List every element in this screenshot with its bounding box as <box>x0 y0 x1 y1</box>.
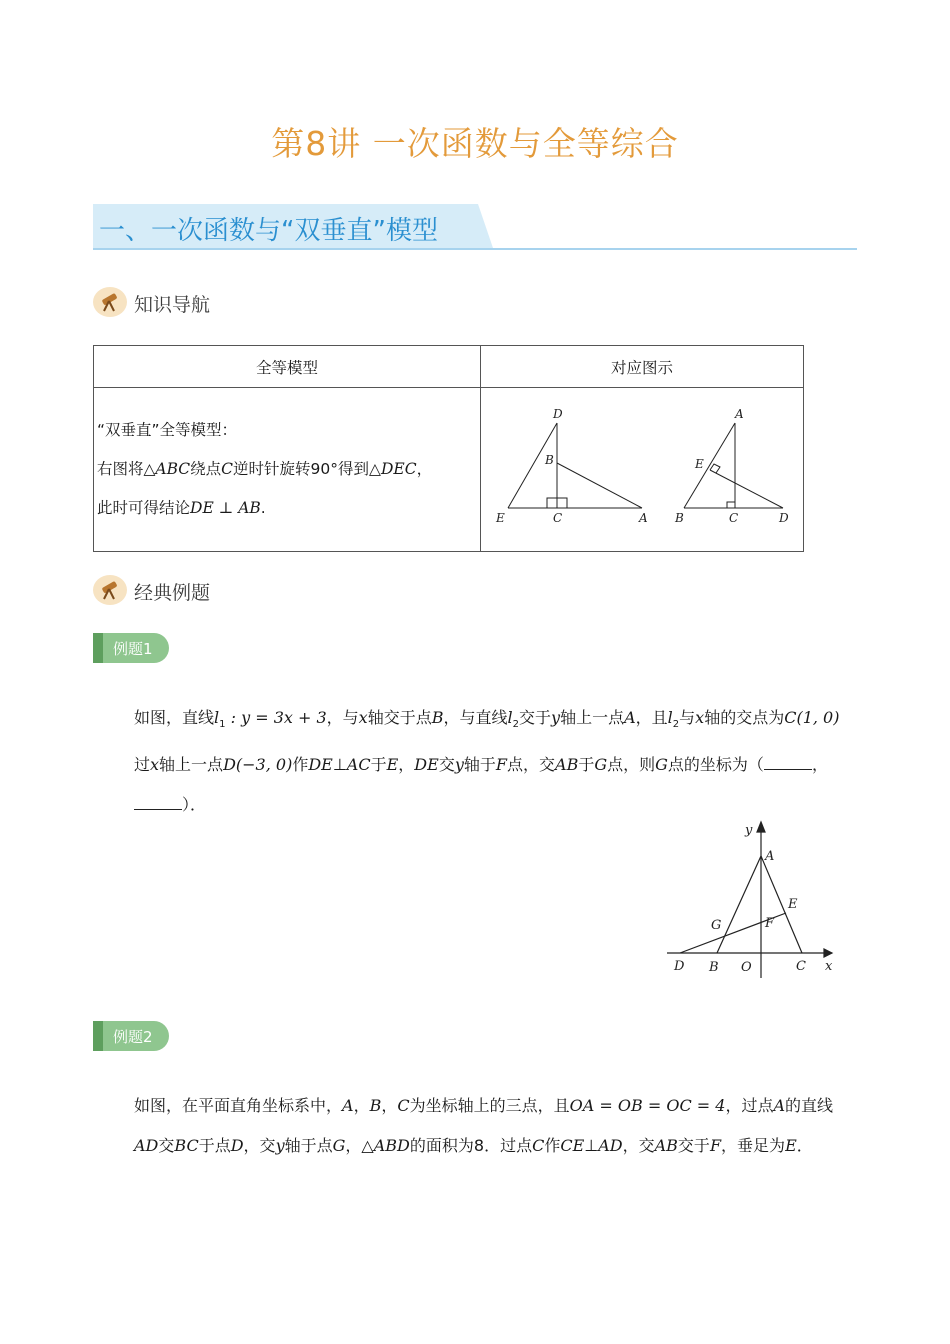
fig-label-y: y <box>745 823 753 838</box>
section-banner-underline <box>93 248 857 250</box>
example-2-text <box>134 1086 854 1166</box>
fig-label-O: O <box>741 960 752 975</box>
fig1-label-E: E <box>496 511 505 525</box>
fig-label-G: G <box>711 918 722 933</box>
answer-blank-x[interactable] <box>764 755 812 770</box>
figure-1-labels <box>495 407 648 525</box>
example-1-figure <box>662 818 842 983</box>
col-header-model: 全等模型 <box>94 346 481 388</box>
fig-label-F: F <box>765 916 775 931</box>
model-figure-cell <box>481 388 804 552</box>
fig-label-E: E <box>788 897 798 912</box>
ex1-line-2: 过x轴上一点D(−3, 0)作DE⊥AC于E，DE交y轴于F点，交AB于G点，则G点的坐标为（ ， <box>134 755 828 775</box>
ex2-line-1: 如图，在平面直角坐标系中，A，B，C为坐标轴上的三点，且OA = OB = OC = 4，过点A的直线 <box>134 1096 834 1115</box>
answer-blank-y[interactable] <box>134 795 182 810</box>
knowledge-heading: 知识导航 <box>134 294 211 316</box>
model-line-2: 右图将△ABC绕点C逆时针旋转90°得到△DEC， <box>97 460 433 478</box>
examples-subheading <box>93 574 293 606</box>
fig2-label-C: C <box>729 511 739 525</box>
fig2-label-E: E <box>695 457 704 471</box>
model-description <box>94 388 481 552</box>
telescope-icon <box>93 286 127 318</box>
fig1-label-C: C <box>553 511 563 525</box>
col-header-figure: 对应图示 <box>481 346 804 388</box>
examples-heading: 经典例题 <box>134 582 211 604</box>
telescope-icon <box>93 574 127 606</box>
model-title: “双垂直”全等模型： <box>97 421 238 439</box>
double-perpendicular-figure <box>481 388 803 547</box>
knowledge-table <box>93 345 804 552</box>
fig1-label-A: A <box>639 511 648 525</box>
table-header-row <box>94 346 804 388</box>
figure-labels <box>673 823 833 975</box>
figure-1 <box>508 423 642 508</box>
ex1-line-3: ）． <box>134 785 854 825</box>
ex1-line-1: 如图，直线$l_1$ : y = 3x + 3，与x轴交于点B，与直线$l_2$交于y轴上一点A，且$l_2$与x轴的交点为C(1, 0) <box>134 708 840 731</box>
example-1-tag <box>93 633 169 663</box>
example-2-tag <box>93 1021 169 1051</box>
section-banner <box>93 204 857 250</box>
page-title: 第8讲 一次函数与全等综合 <box>271 124 679 163</box>
fig2-label-B: B <box>675 511 684 525</box>
fig2-label-D: D <box>779 511 789 525</box>
fig1-label-B: B <box>545 453 554 467</box>
fig1-label-D: D <box>553 407 563 421</box>
section-heading: 一、一次函数与“双垂直”模型 <box>99 216 438 246</box>
fig-label-x: x <box>825 959 833 974</box>
example-2-label: 例题2 <box>113 1028 153 1046</box>
table-row <box>94 388 804 552</box>
model-line-3: 此时可得结论DE ⊥ AB. <box>97 499 266 517</box>
ex2-line-2: AD交BC于点D，交y轴于点G，△ABD的面积为8．过点C作CE⊥AD，交AB交于F，垂足为E． <box>134 1136 813 1155</box>
fig-label-C: C <box>796 959 806 974</box>
example-1-text <box>134 698 854 825</box>
fig-label-B: B <box>709 960 719 975</box>
fig2-label-A: A <box>735 407 744 421</box>
figure-2-labels <box>674 407 789 525</box>
knowledge-subheading <box>93 286 293 318</box>
fig-label-D: D <box>674 959 685 974</box>
fig-label-A: A <box>765 849 775 864</box>
example-1-label: 例题1 <box>113 640 153 658</box>
